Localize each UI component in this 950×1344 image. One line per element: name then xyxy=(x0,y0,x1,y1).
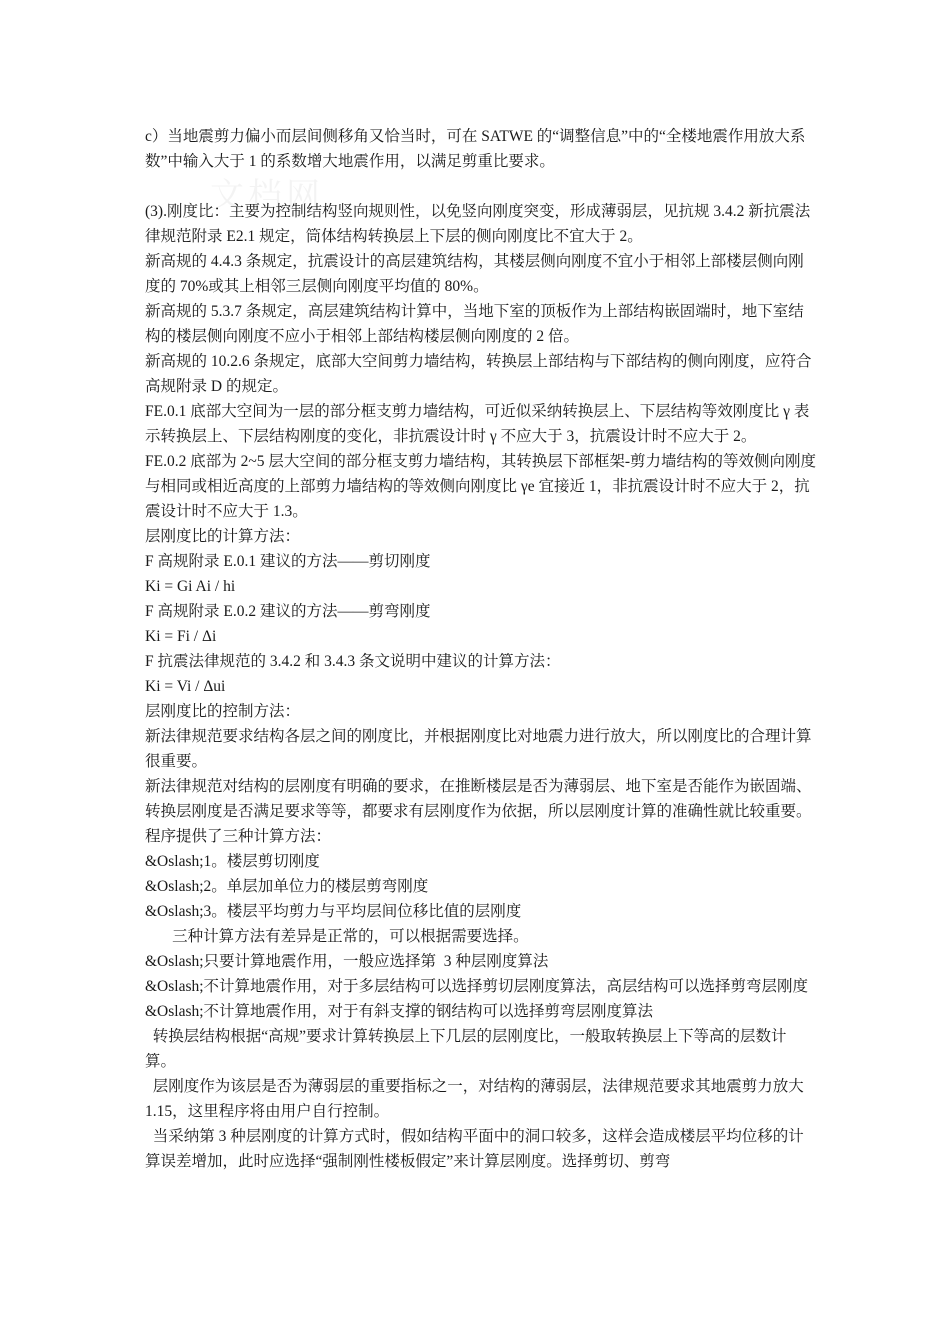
paragraph-code-requirement: 新法律规范要求结构各层之间的刚度比，并根据刚度比对地震力进行放大，所以刚度比的合理计算很重要。 xyxy=(145,728,812,770)
list-item-method-2: &Oslash;2。单层加单位力的楼层剪弯刚度 xyxy=(145,878,429,895)
paragraph-fe-0-2: FE.0.2 底部为 2~5 层大空间的部分框支剪力墙结构，其转换层下部框架-剪力墙结构的等效侧向刚度与相同或相近高度的上部剪力墙结构的等效侧向刚度比 γe 宜接近 1，非抗震设计时不应大于 2，抗震设计时不应大于 1.3。 xyxy=(145,453,817,520)
paragraph-control-method-heading: 层刚度比的控制方法： xyxy=(145,703,301,720)
list-item-no-seismic-multistory: &Oslash;不计算地震作用，对于多层结构可以选择剪切层刚度算法，高层结构可以选择剪弯层刚度 xyxy=(145,978,809,995)
paragraph-calc-method-heading: 层刚度比的计算方法： xyxy=(145,528,301,545)
paragraph-seismic-amplification: c）当地震剪力偏小而层间侧移角又恰当时，可在 SATWE 的“调整信息”中的“全楼地震作用放大系数”中输入大于 1 的系数增大地震作用，以满足剪重比要求。 xyxy=(145,128,806,170)
formula-average-stiffness: Ki = Vi / Δui xyxy=(145,678,226,695)
paragraph-rigid-floor-assumption: 当采纳第 3 种层刚度的计算方式时，假如结构平面中的洞口较多，这样会造成楼层平均位移的计算误差增加，此时应选择“强制刚性楼板假定”来计算层刚度。选择剪切、剪弯 xyxy=(145,1128,804,1170)
list-item-method-3: &Oslash;3。楼层平均剪力与平均层间位移比值的层刚度 xyxy=(145,903,522,920)
paragraph-method-e02: F 高规附录 E.0.2 建议的方法——剪弯刚度 xyxy=(145,603,431,620)
formula-shear-stiffness: Ki = Gi Ai / hi xyxy=(145,578,236,595)
document-body xyxy=(145,124,817,1174)
list-item-method-1: &Oslash;1。楼层剪切刚度 xyxy=(145,853,320,870)
paragraph-rule-5-3-7: 新高规的 5.3.7 条规定，高层建筑结构计算中，当地下室的顶板作为上部结构嵌固端时，地下室结构的楼层侧向刚度不应小于相邻上部结构楼层侧向刚度的 2 倍。 xyxy=(145,303,804,345)
formula-shear-bending-stiffness: Ki = Fi / Δi xyxy=(145,628,217,645)
paragraph-three-methods: 新法律规范对结构的层刚度有明确的要求，在推断楼层是否为薄弱层、地下室是否能作为嵌固端、转换层刚度是否满足要求等等，都要求有层刚度作为依据，所以层刚度计算的准确性就比较重要。程序提供了三种计算方法： xyxy=(145,778,812,845)
paragraph-transfer-story: 转换层结构根据“高规”要求计算转换层上下几层的层刚度比，一般取转换层上下等高的层数计算。 xyxy=(145,1028,787,1070)
list-item-choose-3: &Oslash;只要计算地震作用，一般应选择第 3 种层刚度算法 xyxy=(145,953,549,970)
paragraph-fe-0-1: FE.0.1 底部大空间为一层的部分框支剪力墙结构，可近似采纳转换层上、下层结构等效刚度比 γ 表示转换层上、下层结构刚度的变化，非抗震设计时 γ 不应大于 3，抗震设计时不应大于 2。 xyxy=(145,403,810,445)
paragraph-rule-10-2-6: 新高规的 10.2.6 条规定，底部大空间剪力墙结构，转换层上部结构与下部结构的侧向刚度，应符合高规附录 D 的规定。 xyxy=(145,353,812,395)
paragraph-method-seismic-code: F 抗震法律规范的 3.4.2 和 3.4.3 条文说明中建议的计算方法： xyxy=(145,653,561,670)
paragraph-weak-story: 层刚度作为该层是否为薄弱层的重要指标之一，对结构的薄弱层，法律规范要求其地震剪力放大 1.15，这里程序将由用户自行控制。 xyxy=(145,1078,808,1120)
paragraph-method-e01: F 高规附录 E.0.1 建议的方法——剪切刚度 xyxy=(145,553,431,570)
paragraph-stiffness-ratio-intro: (3).刚度比：主要为控制结构竖向规则性，以免竖向刚度突变，形成薄弱层，见抗规 3.4.2 新抗震法律规范附录 E2.1 规定，筒体结构转换层上下层的侧向刚度比不宜大于 2。 xyxy=(145,203,811,245)
list-item-no-seismic-steel: &Oslash;不计算地震作用，对于有斜支撑的钢结构可以选择剪弯层刚度算法 xyxy=(145,1003,654,1020)
paragraph-methods-differ: 三种计算方法有差异是正常的，可以根据需要选择。 xyxy=(145,928,529,945)
paragraph-rule-4-4-3: 新高规的 4.4.3 条规定，抗震设计的高层建筑结构，其楼层侧向刚度不宜小于相邻上部楼层侧向刚度的 70%或其上相邻三层侧向刚度平均值的 80%。 xyxy=(145,253,804,295)
